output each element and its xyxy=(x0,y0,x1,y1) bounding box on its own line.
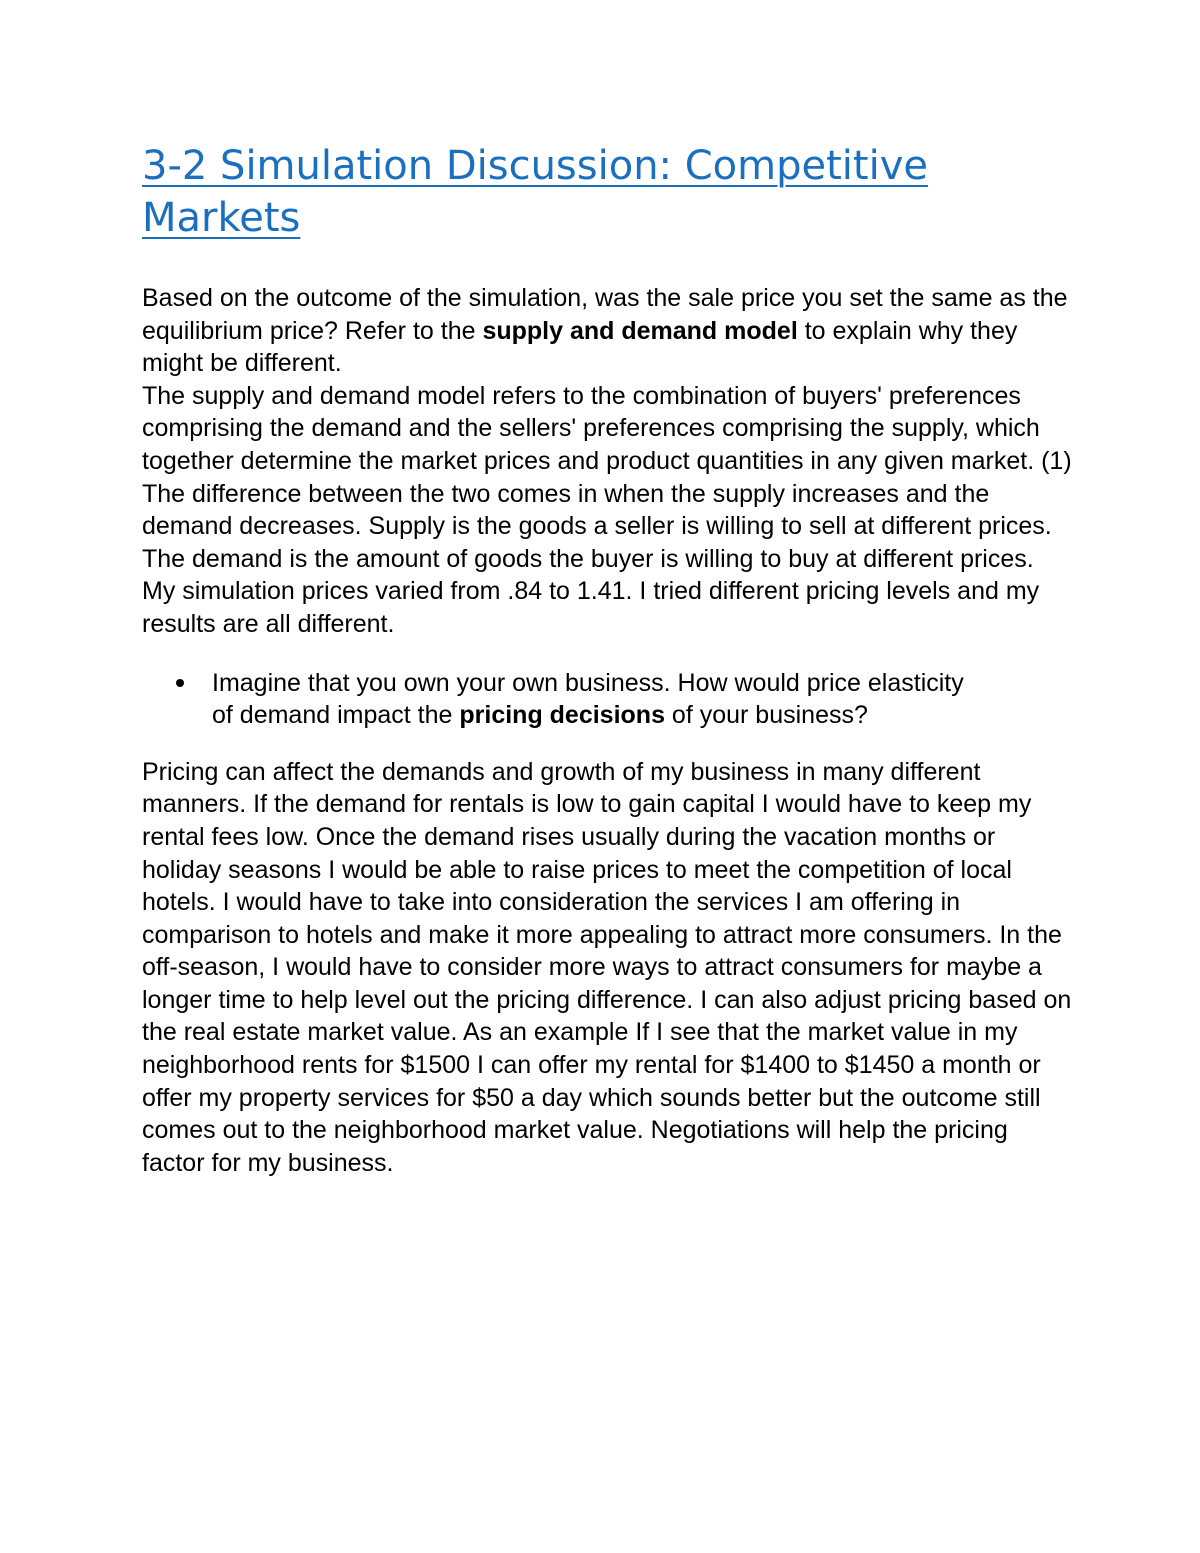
question-2-text-before: Imagine that you own your own business. How would price elasticity of demand impact the xyxy=(212,668,964,730)
question-2-bullet xyxy=(142,667,972,732)
bullet-list xyxy=(142,667,1072,732)
question-2-text-after: of your business? xyxy=(664,701,868,730)
question-1-text-after: to explain why they might be different. xyxy=(142,316,1018,378)
answer-2: Pricing can affect the demands and growth of my business in many different manners. If the demand for rentals is low to gain capital I would have to keep my rental fees low. Once the demand rises usually during the vacation months or holiday seasons I would be able to raise prices to meet the competition of local hotels. I would have to take into consideration the services I am offering in comparison to hotels and make it more appealing to attract more consumers. In the off-season, I would have to consider more ways to attract consumers for maybe a longer time to help level out the pricing difference. I can also adjust pricing based on the real estate market value. As an example If I see that the market value in my neighborhood rents for $1500 I can offer my rental for $1400 to $1450 a month or offer my property services for $50 a day which sounds better but the outcome still comes out to the neighborhood market value. Negotiations will help the pricing factor for my business. xyxy=(142,757,1072,1177)
document-title: 3-2 Simulation Discussion: Competitive Markets xyxy=(142,143,928,241)
answer-1: The supply and demand model refers to the combination of buyers' preferences comprising the demand and the sellers' preferences comprising the supply, which together determine the market prices and product quantities in any given market. (1) The difference between the two comes in when the supply increases and the demand decreases. Supply is the goods a seller is willing to sell at different prices. The demand is the amount of goods the buyer is willing to buy at different prices. My simulation prices varied from .84 to 1.41. I tried different pricing levels and my results are all different. xyxy=(142,381,1072,638)
question-2-bold-term: pricing decisions xyxy=(459,701,665,730)
question-1-bold-term: supply and demand model xyxy=(482,316,798,345)
question-1-text-before: Based on the outcome of the simulation, was the sale price you set the same as the equilibrium price? Refer to the xyxy=(142,284,1068,345)
question-1 xyxy=(142,282,1072,380)
bullet-dot-icon xyxy=(176,679,184,687)
document-page xyxy=(142,140,1072,1179)
